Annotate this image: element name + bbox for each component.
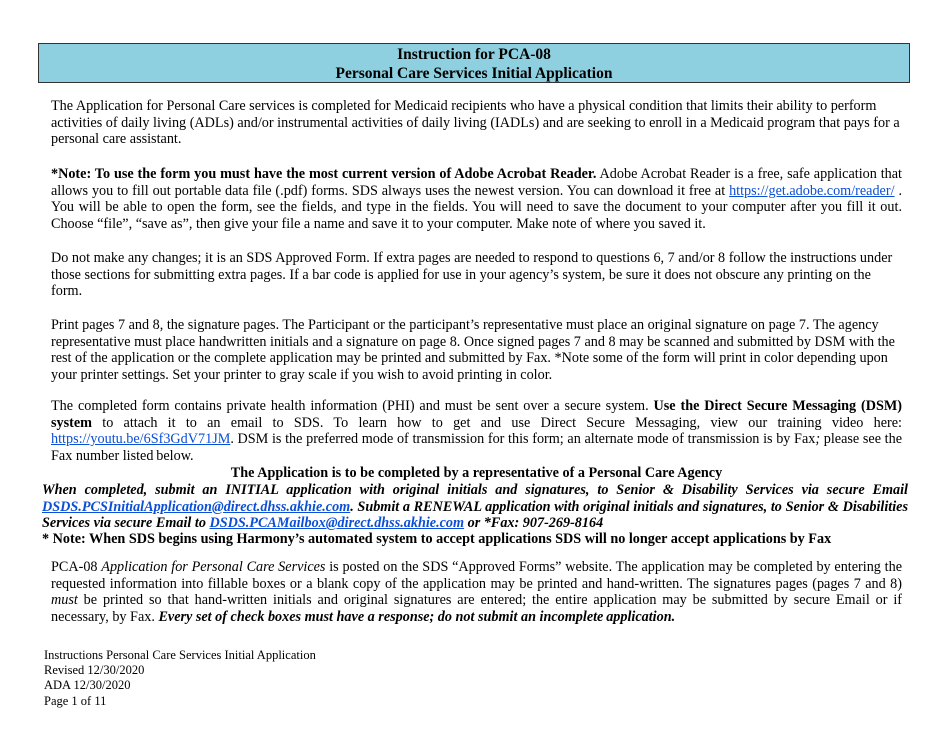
submission-text-c: or *Fax: 907-269-8164: [464, 515, 604, 532]
posting-paragraph: [51, 559, 902, 625]
application-title-italic: Application for Personal Care Services: [101, 559, 326, 575]
training-video-link[interactable]: https://youtu.be/6Sf3GdV71JM: [51, 431, 231, 448]
intro-paragraph: The Application for Personal Care services is completed for Medicaid recipients who have a physical condition that limits their ability to perform activities of daily living (ADLs) and/or instrumental activities of daily living (IADLs) and are seeking to enroll in a Medicaid program that pays for a personal care assistant.: [51, 98, 900, 148]
phi-text-b: to attach it to an email to SDS. To learn how to get and use Direct Secure Messaging, view our training video here:: [91, 414, 902, 431]
submission-instructions: [42, 482, 908, 532]
submission-text-a: When completed, submit an INITIAL application with original initials and signatures, to Senior & Disability Services via secure Email: [42, 482, 908, 498]
title-banner: [38, 43, 910, 83]
submission-text-b: . Submit a RENEWAL application with original initials and signatures, to Senior & Disabilities Services via secure Email to: [42, 498, 908, 532]
footer-page-number: Page 1 of 11: [44, 693, 107, 708]
footer-revised-date: Revised 12/30/2020: [44, 663, 145, 678]
posting-text-c: be printed so that hand-written initials and original signatures are entered; the entire application may be submitted by secure Email or if necessary, by Fax.: [51, 592, 902, 625]
harmony-fax-note: * Note: When SDS begins using Harmony’s automated system to accept applications SDS will no longer accept applications by Fax: [42, 531, 832, 547]
adobe-reader-link[interactable]: https://get.adobe.com/reader/: [729, 182, 895, 199]
print-pages-paragraph: Print pages 7 and 8, the signature pages. The Participant or the participant’s representative must place an original signature on page 7. The agency representative must place handwritten initials and a signature on page 8. Once signed pages 7 and 8 may be scanned and submitted by DSM with the rest of the application or the complete application may be printed and submitted by Fax. *Note some of the form will print in color depending upon your printer settings. Set your printer to gray scale if you wish to avoid printing in color.: [51, 317, 895, 383]
acrobat-note-text-b: . You will be able to open the form, see the fields, and type in the fields. You will need to save the document to your computer after you fill it out. Choose “file”, “save as”, then give your file a name and save it to your computer. Make note of where you saved it.: [51, 182, 902, 232]
acrobat-note-paragraph: [51, 166, 902, 232]
initial-application-email-link[interactable]: DSDS.PCSInitialApplication@direct.dhss.akhie.com: [42, 498, 351, 515]
phi-text-c: . DSM is the preferred mode of transmission for this form; an alternate mode of transmission is by Fax: [230, 431, 816, 448]
document-title: Instruction for PCA-08: [397, 46, 551, 63]
posting-text-b: is posted on the SDS “Approved Forms” website. The application may be completed by entering the requested information into fillable boxes or a blank copy of the application may be printed and hand-written. The signatures pages (pages 7 and 8): [51, 559, 902, 592]
acrobat-note-bold: *Note: To use the form you must have the most current version of Adobe Acrobat Reader.: [51, 166, 597, 182]
phi-text-d: please see the Fax number listed below.: [51, 431, 902, 464]
phi-text-a: The completed form contains private health information (PHI) and must be sent over a secure system.: [51, 398, 654, 414]
no-changes-paragraph: Do not make any changes; it is an SDS Approved Form. If extra pages are needed to respond to questions 6, 7 and/or 8 follow the instructions under those sections for submitting extra pages. If a bar code is applied for use in your agency’s system, be sure it does not obscure any printing on the form.: [51, 250, 893, 300]
page-footer: [44, 648, 316, 709]
agency-representative-heading: The Application is to be completed by a representative of a Personal Care Agency: [230, 465, 723, 481]
dsm-bold: Use the Direct Secure Messaging (DSM) system: [51, 398, 902, 431]
check-boxes-warning: Every set of check boxes must have a response; do not submit an incomplete application.: [158, 608, 676, 625]
pca-mailbox-email-link[interactable]: DSDS.PCAMailbox@direct.dhss.akhie.com: [209, 515, 465, 532]
footer-ada-date: ADA 12/30/2020: [44, 678, 131, 693]
phi-paragraph: [51, 398, 902, 464]
document-subtitle: Personal Care Services Initial Application: [335, 65, 613, 82]
posting-text-a: PCA-08: [51, 559, 102, 575]
footer-document-name: Instructions Personal Care Services Initial Application: [44, 648, 316, 662]
phi-semicolon: ;: [815, 431, 821, 448]
acrobat-note-text-a: Adobe Acrobat Reader is a free, safe application that allows you to fill out portable data file (.pdf) forms. SDS always uses the newest version. You can download it free at: [51, 166, 902, 199]
must-italic: must: [51, 592, 78, 609]
